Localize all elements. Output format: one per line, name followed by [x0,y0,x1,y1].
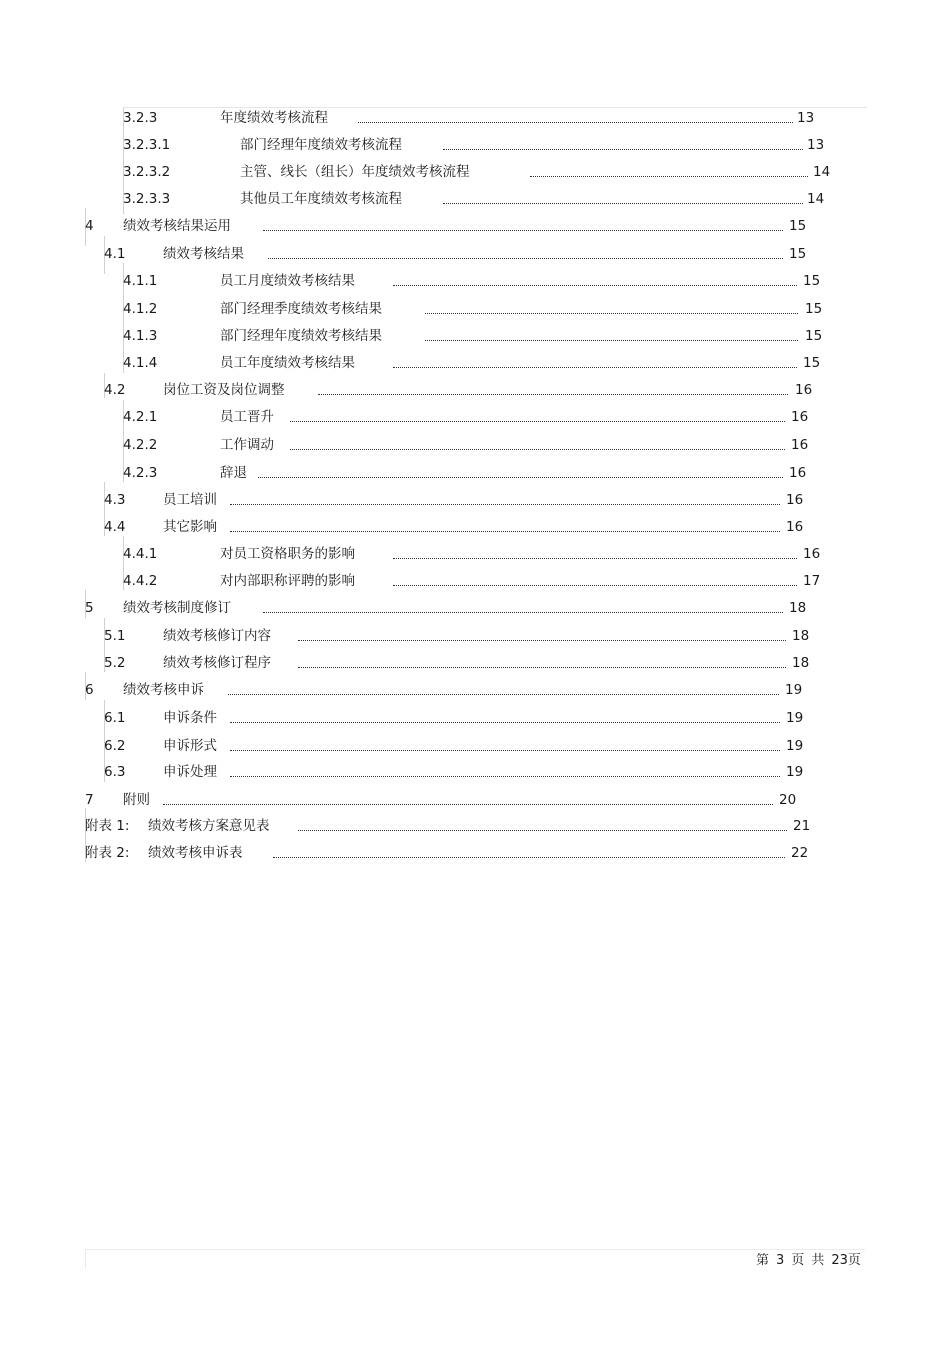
toc-entry-title: 对员工资格职务的影响 [220,546,355,562]
toc-entry-page: 15 [805,301,823,317]
toc-entry-title: 绩效考核方案意见表 [148,818,270,834]
toc-entry-page: 14 [807,191,825,207]
toc-entry-number: 4.1 [104,246,126,262]
toc-entry[interactable] [0,271,950,291]
toc-entry-number: 3.2.3.2 [123,164,171,180]
toc-dot-leader [290,420,785,422]
toc-entry[interactable] [0,762,950,782]
footer-current-page: 3 [776,1253,785,1268]
toc-entry-number: 6.2 [104,738,126,754]
toc-entry-title: 绩效考核修订程序 [163,655,271,671]
toc-entry[interactable] [0,490,950,510]
toc-entry-title: 部门经理年度绩效考核结果 [220,328,382,344]
toc-dot-leader [530,175,808,177]
footer-total-pages: 23页 [831,1253,861,1268]
toc-entry[interactable] [0,353,950,373]
toc-dot-leader [318,393,788,395]
toc-entry-page: 22 [791,845,809,861]
toc-entry-number: 4.2.1 [123,409,158,425]
toc-entry-number: 4.2 [104,382,126,398]
toc-dot-leader [290,448,785,450]
toc-dot-leader [263,229,783,231]
toc-entry-title: 申诉条件 [163,710,217,726]
toc-entry-page: 15 [805,328,823,344]
toc-entry-page: 16 [786,492,804,508]
toc-entry-number: 4.2.2 [123,437,158,453]
toc-entry-number: 4.4 [104,519,126,535]
toc-entry[interactable] [0,162,950,182]
toc-entry[interactable] [0,790,950,810]
toc-entry-title: 辞退 [220,465,247,481]
toc-dot-leader [425,312,798,314]
toc-entry-title: 绩效考核申诉 [123,682,204,698]
toc-entry-page: 15 [789,246,807,262]
toc-dot-leader [230,503,780,505]
toc-entry-title: 员工年度绩效考核结果 [220,355,355,371]
toc-dot-leader [393,366,797,368]
toc-dot-leader [298,639,786,641]
toc-entry[interactable] [0,571,950,591]
toc-entry-title: 主管、线长（组长）年度绩效考核流程 [240,164,470,180]
toc-entry-title: 员工晋升 [220,409,274,425]
toc-entry-page: 16 [786,519,804,535]
toc-entry-page: 18 [789,600,807,616]
toc-entry-title: 对内部职称评聘的影响 [220,573,355,589]
toc-entry-number: 7 [85,792,94,808]
toc-entry-page: 21 [793,818,811,834]
toc-entry-number: 6.3 [104,764,126,780]
toc-dot-leader [258,476,783,478]
toc-entry[interactable] [0,517,950,537]
toc-entry[interactable] [0,407,950,427]
toc-entry[interactable] [0,216,950,236]
toc-entry-title: 员工培训 [163,492,217,508]
toc-entry-number: 6 [85,682,94,698]
toc-entry[interactable] [0,435,950,455]
toc-entry[interactable] [0,626,950,646]
toc-dot-leader [273,856,785,858]
toc-entry-number: 3.2.3.1 [123,137,171,153]
toc-entry-number: 4 [85,218,94,234]
toc-entry-page: 16 [803,546,821,562]
toc-entry[interactable] [0,326,950,346]
toc-entry-page: 16 [791,409,809,425]
toc-dot-leader [230,775,780,777]
toc-dot-leader [230,721,780,723]
toc-entry-number: 4.4.2 [123,573,158,589]
toc-entry[interactable] [0,463,950,483]
toc-dot-leader [163,803,773,805]
toc-entry-page: 19 [786,764,804,780]
toc-entry[interactable] [0,708,950,728]
toc-entry[interactable] [0,108,950,128]
toc-entry-number: 4.4.1 [123,546,158,562]
footer-mid1: 页 [791,1253,805,1268]
toc-entry-page: 16 [791,437,809,453]
toc-entry[interactable] [0,380,950,400]
toc-entry-page: 19 [786,738,804,754]
toc-entry-page: 13 [797,110,815,126]
toc-entry-page: 15 [803,273,821,289]
toc-entry-number: 4.3 [104,492,126,508]
toc-dot-leader [298,666,786,668]
footer-tick [85,1249,86,1269]
toc-entry-page: 20 [779,792,797,808]
toc-entry-page: 16 [789,465,807,481]
toc-entry[interactable] [0,653,950,673]
toc-entry[interactable] [0,680,950,700]
toc-entry-title: 年度绩效考核流程 [220,110,328,126]
page-footer [756,1251,861,1271]
toc-entry-title: 绩效考核结果 [163,246,244,262]
toc-entry-number: 6.1 [104,710,126,726]
toc-entry-title: 岗位工资及岗位调整 [163,382,285,398]
toc-entry-title: 绩效考核申诉表 [148,845,243,861]
toc-entry-page: 15 [803,355,821,371]
toc-entry[interactable] [0,189,950,209]
toc-dot-leader [228,693,779,695]
toc-entry-title: 部门经理年度绩效考核流程 [240,137,402,153]
toc-dot-leader [358,121,793,123]
toc-entry-title: 附则 [123,792,150,808]
toc-dot-leader [298,829,787,831]
footer-prefix: 第 [756,1253,770,1268]
toc-entry-title: 部门经理季度绩效考核结果 [220,301,382,317]
toc-entry-number: 5 [85,600,94,616]
footer-mid2: 共 [811,1253,825,1268]
toc-entry-number: 3.2.3.3 [123,191,171,207]
toc-entry-number: 附表 1: [85,818,130,834]
toc-dot-leader [425,339,798,341]
toc-dot-leader [443,148,803,150]
toc-dot-leader [393,584,797,586]
toc-entry-page: 15 [789,218,807,234]
toc-entry[interactable] [0,135,950,155]
toc-entry[interactable] [0,816,950,836]
footer-rule [85,1249,865,1250]
toc-entry-number: 附表 2: [85,845,130,861]
toc-dot-leader [230,749,780,751]
toc-entry-page: 18 [792,655,810,671]
toc-entry-number: 3.2.3 [123,110,158,126]
toc-entry-title: 申诉处理 [163,764,217,780]
toc-entry-title: 绩效考核修订内容 [163,628,271,644]
toc-entry-title: 绩效考核制度修订 [123,600,231,616]
toc-entry-number: 5.2 [104,655,126,671]
toc-entry-page: 19 [785,682,803,698]
toc-entry-number: 4.1.3 [123,328,158,344]
toc-entry-number: 4.1.1 [123,273,158,289]
toc-entry[interactable] [0,843,950,863]
toc-entry[interactable] [0,544,950,564]
toc-entry-title: 其他员工年度绩效考核流程 [240,191,402,207]
toc-entry[interactable] [0,736,950,756]
toc-entry-title: 工作调动 [220,437,274,453]
toc-entry-title: 员工月度绩效考核结果 [220,273,355,289]
toc-entry[interactable] [0,299,950,319]
toc-entry-page: 17 [803,573,821,589]
toc-entry-number: 4.1.4 [123,355,158,371]
toc-dot-leader [443,202,803,204]
toc-entry[interactable] [0,244,950,264]
toc-entry-page: 14 [813,164,831,180]
toc-entry-title: 其它影响 [163,519,217,535]
toc-dot-leader [230,530,780,532]
toc-entry-number: 5.1 [104,628,126,644]
toc-entry-title: 绩效考核结果运用 [123,218,231,234]
toc-entry-page: 16 [795,382,813,398]
toc-entry-number: 4.1.2 [123,301,158,317]
toc-entry-page: 13 [807,137,825,153]
toc-dot-leader [268,257,783,259]
toc-dot-leader [393,284,797,286]
toc-entry-page: 18 [792,628,810,644]
toc-entry[interactable] [0,598,950,618]
toc-dot-leader [263,611,783,613]
toc-entry-title: 申诉形式 [163,738,217,754]
toc-entry-number: 4.2.3 [123,465,158,481]
toc-dot-leader [393,557,797,559]
toc-entry-page: 19 [786,710,804,726]
